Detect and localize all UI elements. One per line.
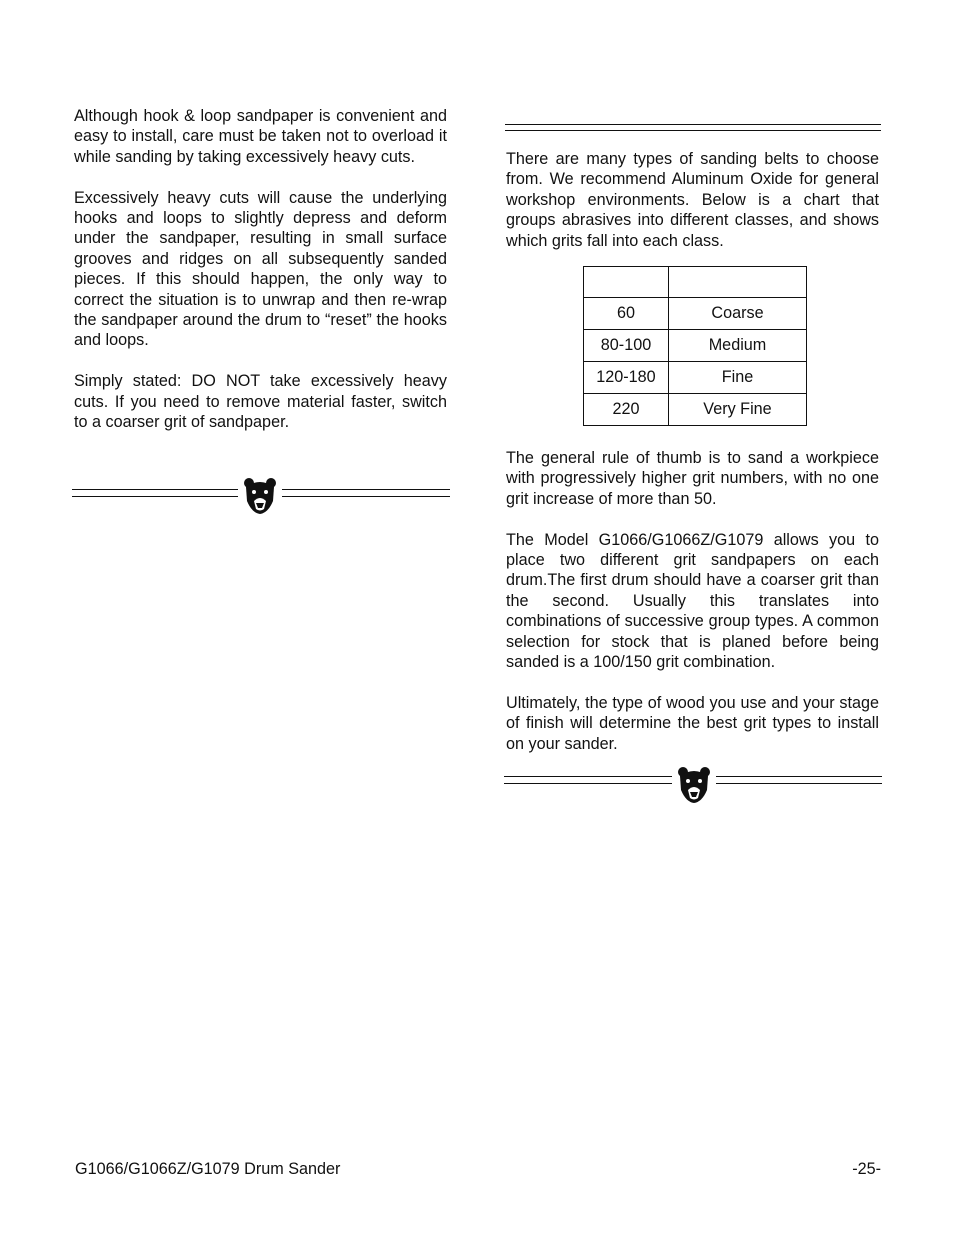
class-cell: Fine [669, 362, 807, 394]
paragraph: The general rule of thumb is to sand a workpiece with progressively higher grit numbers, with no one grit increase of more than 50. [506, 449, 879, 508]
table-header-row [584, 267, 807, 298]
grit-chart-table [583, 266, 807, 426]
left-column [74, 106, 447, 432]
paragraph: Ultimately, the type of wood you use and your stage of finish will determine the best grit types to install on your sander. [506, 693, 879, 753]
section-divider [72, 475, 450, 515]
bear-head-icon [674, 764, 714, 804]
paragraph: The Model G1066/G1066Z/G1079 allows you to place two different grit sandpapers on each drum.The first drum should have a coarser grit than the second. Usually this translates into combinations of successive group types. A common selection for stock that is planed before being sanded is a 100/150 grit combination. [506, 530, 879, 672]
table-row [584, 298, 807, 330]
table-header-cell [584, 267, 669, 298]
grit-cell: 120-180 [584, 362, 669, 394]
paragraph: Although hook & loop sandpaper is convenient and easy to install, care must be taken not to overload it while sanding by taking excessively heavy cuts. [74, 107, 447, 166]
table-header-cell [669, 267, 807, 298]
paragraph: There are many types of sanding belts to choose from. We recommend Aluminum Oxide for general workshop environments. Below is a chart that groups abrasives into different classes, and shows which grits fall into each class. [506, 150, 879, 250]
right-column-lower [506, 448, 879, 754]
right-column [506, 149, 879, 251]
grit-cell: 80-100 [584, 330, 669, 362]
grit-cell: 220 [584, 394, 669, 426]
class-cell: Medium [669, 330, 807, 362]
table-row [584, 394, 807, 426]
footer-title: G1066/G1066Z/G1079 Drum Sander [75, 1160, 341, 1178]
table-row [584, 362, 807, 394]
table-row [584, 330, 807, 362]
grit-cell: 60 [584, 298, 669, 330]
section-heading-rule [505, 124, 881, 135]
section-divider [504, 764, 882, 804]
paragraph: Simply stated: DO NOT take excessively heavy cuts. If you need to remove material faster, switch to a coarser grit of sandpaper. [74, 372, 447, 432]
class-cell: Coarse [669, 298, 807, 330]
class-cell: Very Fine [669, 394, 807, 426]
paragraph: Excessively heavy cuts will cause the underlying hooks and loops to slightly depress and deform under the sandpaper, resulting in small surface grooves and ridges on all subsequently sanded pieces. If this should happen, the only way to correct the situation is to unwrap and then re-wrap the sandpaper around the drum to “reset” the hooks and loops. [74, 188, 447, 350]
page-number: -25- [852, 1160, 881, 1178]
bear-head-icon [240, 475, 280, 515]
